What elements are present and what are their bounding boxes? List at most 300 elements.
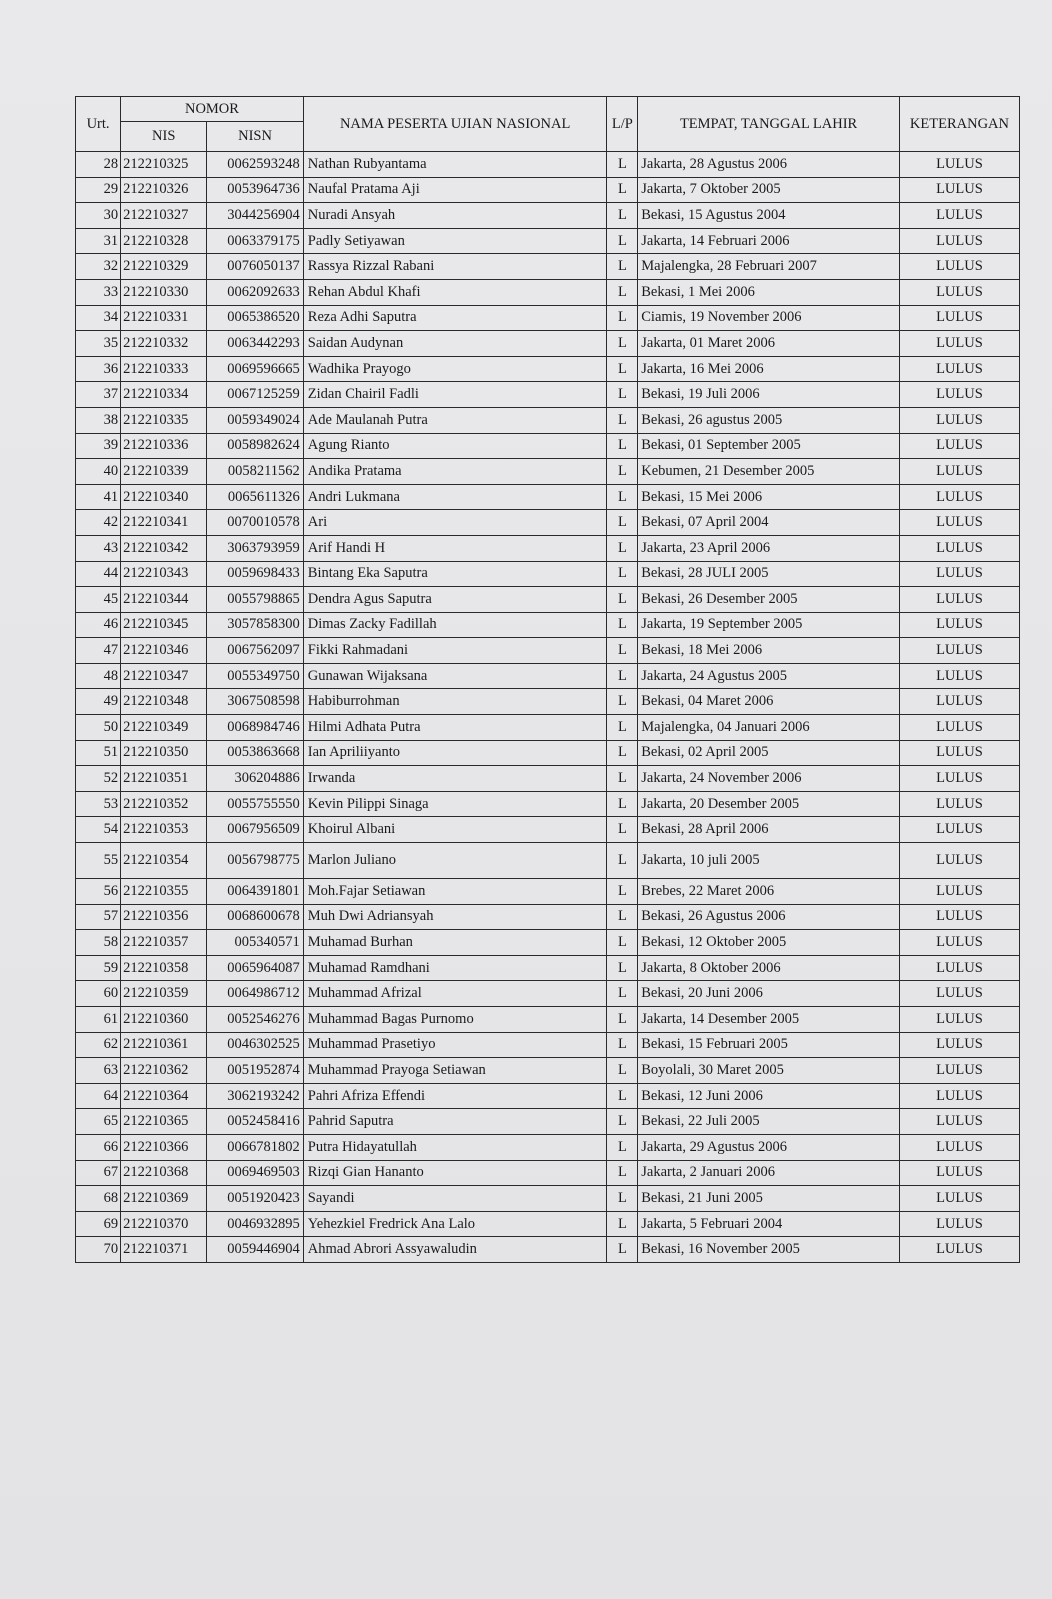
cell-keterangan: LULUS [899,459,1019,485]
cell-nisn: 0052546276 [207,1007,303,1033]
cell-urt: 67 [76,1160,121,1186]
cell-keterangan: LULUS [899,791,1019,817]
cell-nama: Agung Rianto [303,433,607,459]
table-row [76,587,1020,613]
cell-nisn: 0064986712 [207,981,303,1007]
cell-lp: L [607,433,638,459]
cell-nisn: 0058211562 [207,459,303,485]
cell-nisn: 0056798775 [207,843,303,879]
cell-urt: 49 [76,689,121,715]
table-row [76,879,1020,905]
cell-ttl: Bekasi, 15 Februari 2005 [638,1032,900,1058]
cell-nama: Saidan Audynan [303,331,607,357]
cell-nis: 212210345 [121,612,207,638]
cell-nama: Nuradi Ansyah [303,203,607,229]
cell-ttl: Jakarta, 14 Februari 2006 [638,228,900,254]
cell-urt: 44 [76,561,121,587]
cell-nisn: 3063793959 [207,535,303,561]
cell-lp: L [607,510,638,536]
cell-nama: Muhamad Ramdhani [303,955,607,981]
cell-nisn: 0065964087 [207,955,303,981]
cell-ttl: Jakarta, 14 Desember 2005 [638,1007,900,1033]
cell-ttl: Bekasi, 22 Juli 2005 [638,1109,900,1135]
table-row [76,279,1020,305]
cell-lp: L [607,484,638,510]
cell-nisn: 0065611326 [207,484,303,510]
cell-urt: 40 [76,459,121,485]
cell-lp: L [607,638,638,664]
cell-nis: 212210356 [121,904,207,930]
cell-nis: 212210332 [121,331,207,357]
cell-lp: L [607,331,638,357]
cell-lp: L [607,981,638,1007]
cell-lp: L [607,689,638,715]
cell-keterangan: LULUS [899,254,1019,280]
cell-ttl: Bekasi, 01 September 2005 [638,433,900,459]
cell-urt: 43 [76,535,121,561]
cell-nis: 212210352 [121,791,207,817]
cell-ttl: Jakarta, 24 November 2006 [638,766,900,792]
cell-nis: 212210330 [121,279,207,305]
cell-nama: Muhammad Prayoga Setiawan [303,1058,607,1084]
cell-ttl: Bekasi, 19 Juli 2006 [638,382,900,408]
cell-nis: 212210348 [121,689,207,715]
cell-nama: Irwanda [303,766,607,792]
cell-urt: 70 [76,1237,121,1263]
cell-urt: 69 [76,1211,121,1237]
cell-nisn: 0053964736 [207,177,303,203]
cell-ttl: Bekasi, 15 Agustus 2004 [638,203,900,229]
table-row [76,1237,1020,1263]
table-row [76,930,1020,956]
cell-nisn: 0067562097 [207,638,303,664]
cell-keterangan: LULUS [899,1211,1019,1237]
cell-nis: 212210350 [121,740,207,766]
table-row [76,331,1020,357]
table-row [76,203,1020,229]
cell-nisn: 0067956509 [207,817,303,843]
cell-nisn: 0076050137 [207,254,303,280]
cell-nis: 212210365 [121,1109,207,1135]
cell-urt: 41 [76,484,121,510]
cell-keterangan: LULUS [899,331,1019,357]
cell-nis: 212210327 [121,203,207,229]
cell-nisn: 0066781802 [207,1134,303,1160]
cell-ttl: Jakarta, 20 Desember 2005 [638,791,900,817]
cell-nis: 212210353 [121,817,207,843]
cell-nisn: 0065386520 [207,305,303,331]
cell-urt: 50 [76,715,121,741]
table-row [76,152,1020,178]
table-row [76,356,1020,382]
cell-nis: 212210341 [121,510,207,536]
cell-nama: Pahri Afriza Effendi [303,1083,607,1109]
table-row [76,612,1020,638]
cell-nama: Kevin Pilippi Sinaga [303,791,607,817]
cell-ttl: Bekasi, 12 Juni 2006 [638,1083,900,1109]
cell-keterangan: LULUS [899,930,1019,956]
cell-urt: 51 [76,740,121,766]
cell-nisn: 0052458416 [207,1109,303,1135]
cell-keterangan: LULUS [899,715,1019,741]
cell-urt: 57 [76,904,121,930]
cell-ttl: Bekasi, 21 Juni 2005 [638,1186,900,1212]
table-row [76,1109,1020,1135]
cell-keterangan: LULUS [899,510,1019,536]
cell-urt: 29 [76,177,121,203]
cell-keterangan: LULUS [899,228,1019,254]
cell-urt: 60 [76,981,121,1007]
table-row [76,228,1020,254]
cell-nisn: 0063442293 [207,331,303,357]
table-row [76,791,1020,817]
cell-nama: Andika Pratama [303,459,607,485]
table-row [76,766,1020,792]
table-row [76,689,1020,715]
cell-keterangan: LULUS [899,1134,1019,1160]
table-row [76,459,1020,485]
cell-nisn: 0059698433 [207,561,303,587]
cell-keterangan: LULUS [899,663,1019,689]
cell-nisn: 3062193242 [207,1083,303,1109]
cell-keterangan: LULUS [899,356,1019,382]
cell-nisn: 3057858300 [207,612,303,638]
cell-lp: L [607,356,638,382]
cell-urt: 47 [76,638,121,664]
cell-ttl: Bekasi, 18 Mei 2006 [638,638,900,664]
cell-nis: 212210370 [121,1211,207,1237]
cell-nama: Bintang Eka Saputra [303,561,607,587]
cell-nisn: 0062092633 [207,279,303,305]
cell-urt: 31 [76,228,121,254]
cell-lp: L [607,1109,638,1135]
cell-lp: L [607,382,638,408]
header-nomor: NOMOR [121,97,304,122]
cell-nisn: 0059446904 [207,1237,303,1263]
table-row [76,382,1020,408]
cell-ttl: Jakarta, 19 September 2005 [638,612,900,638]
cell-keterangan: LULUS [899,1186,1019,1212]
table-row [76,433,1020,459]
cell-nis: 212210368 [121,1160,207,1186]
cell-urt: 59 [76,955,121,981]
cell-ttl: Jakarta, 16 Mei 2006 [638,356,900,382]
cell-lp: L [607,228,638,254]
cell-nis: 212210326 [121,177,207,203]
cell-nis: 212210361 [121,1032,207,1058]
cell-lp: L [607,1237,638,1263]
cell-keterangan: LULUS [899,382,1019,408]
table-header [76,97,1020,152]
cell-nis: 212210369 [121,1186,207,1212]
cell-nama: Muhammad Prasetiyo [303,1032,607,1058]
cell-keterangan: LULUS [899,689,1019,715]
table-row [76,843,1020,879]
cell-nama: Pahrid Saputra [303,1109,607,1135]
cell-keterangan: LULUS [899,766,1019,792]
cell-lp: L [607,254,638,280]
table-row [76,407,1020,433]
cell-nama: Naufal Pratama Aji [303,177,607,203]
cell-nisn: 0046932895 [207,1211,303,1237]
table-row [76,510,1020,536]
cell-nama: Moh.Fajar Setiawan [303,879,607,905]
cell-lp: L [607,1160,638,1186]
table-row [76,1083,1020,1109]
cell-keterangan: LULUS [899,740,1019,766]
cell-nama: Gunawan Wijaksana [303,663,607,689]
cell-keterangan: LULUS [899,817,1019,843]
cell-keterangan: LULUS [899,612,1019,638]
cell-keterangan: LULUS [899,1109,1019,1135]
table-row [76,740,1020,766]
cell-nisn: 0062593248 [207,152,303,178]
cell-ttl: Bekasi, 26 agustus 2005 [638,407,900,433]
cell-ttl: Bekasi, 26 Desember 2005 [638,587,900,613]
cell-ttl: Bekasi, 16 November 2005 [638,1237,900,1263]
cell-lp: L [607,1058,638,1084]
cell-nis: 212210364 [121,1083,207,1109]
cell-nis: 212210360 [121,1007,207,1033]
table-row [76,1186,1020,1212]
cell-nisn: 0059349024 [207,407,303,433]
cell-nis: 212210347 [121,663,207,689]
cell-urt: 35 [76,331,121,357]
cell-nama: Putra Hidayatullah [303,1134,607,1160]
cell-nis: 212210325 [121,152,207,178]
cell-lp: L [607,407,638,433]
table-row [76,484,1020,510]
cell-lp: L [607,459,638,485]
cell-lp: L [607,1007,638,1033]
cell-ttl: Jakarta, 5 Februari 2004 [638,1211,900,1237]
cell-urt: 56 [76,879,121,905]
cell-lp: L [607,715,638,741]
table-row [76,561,1020,587]
cell-nisn: 0046302525 [207,1032,303,1058]
cell-urt: 30 [76,203,121,229]
cell-nama: Hilmi Adhata Putra [303,715,607,741]
cell-lp: L [607,1134,638,1160]
cell-nis: 212210346 [121,638,207,664]
cell-urt: 46 [76,612,121,638]
cell-nama: Padly Setiyawan [303,228,607,254]
cell-nisn: 0055755550 [207,791,303,817]
cell-keterangan: LULUS [899,1237,1019,1263]
cell-urt: 42 [76,510,121,536]
cell-nisn: 0055349750 [207,663,303,689]
cell-keterangan: LULUS [899,433,1019,459]
cell-nisn: 0055798865 [207,587,303,613]
table-row [76,955,1020,981]
cell-ttl: Majalengka, 04 Januari 2006 [638,715,900,741]
cell-keterangan: LULUS [899,843,1019,879]
cell-lp: L [607,930,638,956]
cell-keterangan: LULUS [899,535,1019,561]
cell-ttl: Boyolali, 30 Maret 2005 [638,1058,900,1084]
cell-urt: 62 [76,1032,121,1058]
cell-keterangan: LULUS [899,152,1019,178]
cell-nama: Marlon Juliano [303,843,607,879]
cell-nis: 212210351 [121,766,207,792]
table-row [76,177,1020,203]
cell-nama: Rizqi Gian Hananto [303,1160,607,1186]
cell-nis: 212210331 [121,305,207,331]
cell-ttl: Jakarta, 29 Agustus 2006 [638,1134,900,1160]
cell-lp: L [607,955,638,981]
cell-ttl: Jakarta, 8 Oktober 2006 [638,955,900,981]
cell-nama: Rassya Rizzal Rabani [303,254,607,280]
cell-urt: 48 [76,663,121,689]
table-row [76,981,1020,1007]
cell-keterangan: LULUS [899,879,1019,905]
cell-keterangan: LULUS [899,1007,1019,1033]
table-row [76,1032,1020,1058]
cell-urt: 53 [76,791,121,817]
cell-urt: 55 [76,843,121,879]
cell-nisn: 3044256904 [207,203,303,229]
cell-ttl: Jakarta, 23 April 2006 [638,535,900,561]
cell-ttl: Bekasi, 20 Juni 2006 [638,981,900,1007]
cell-nisn: 0069596665 [207,356,303,382]
cell-nis: 212210339 [121,459,207,485]
cell-nisn: 3067508598 [207,689,303,715]
cell-ttl: Brebes, 22 Maret 2006 [638,879,900,905]
cell-nisn: 0068600678 [207,904,303,930]
cell-urt: 54 [76,817,121,843]
cell-urt: 39 [76,433,121,459]
cell-nama: Arif Handi H [303,535,607,561]
table-row [76,1211,1020,1237]
cell-urt: 63 [76,1058,121,1084]
cell-nis: 212210371 [121,1237,207,1263]
cell-ttl: Bekasi, 15 Mei 2006 [638,484,900,510]
cell-nama: Rehan Abdul Khafi [303,279,607,305]
table-row [76,817,1020,843]
cell-urt: 38 [76,407,121,433]
cell-nama: Wadhika Prayogo [303,356,607,382]
table-row [76,1160,1020,1186]
header-lp: L/P [607,97,638,152]
cell-nama: Muhammad Afrizal [303,981,607,1007]
cell-nis: 212210349 [121,715,207,741]
exam-result-table [75,96,1020,1263]
cell-ttl: Jakarta, 24 Agustus 2005 [638,663,900,689]
cell-keterangan: LULUS [899,981,1019,1007]
cell-nama: Sayandi [303,1186,607,1212]
cell-lp: L [607,587,638,613]
cell-nama: Ari [303,510,607,536]
cell-nis: 212210359 [121,981,207,1007]
cell-nama: Khoirul Albani [303,817,607,843]
cell-ttl: Jakarta, 10 juli 2005 [638,843,900,879]
cell-nis: 212210329 [121,254,207,280]
cell-urt: 34 [76,305,121,331]
cell-lp: L [607,904,638,930]
cell-nisn: 0058982624 [207,433,303,459]
cell-ttl: Jakarta, 28 Agustus 2006 [638,152,900,178]
cell-nama: Habiburrohman [303,689,607,715]
cell-urt: 32 [76,254,121,280]
cell-urt: 65 [76,1109,121,1135]
table-row [76,904,1020,930]
cell-lp: L [607,535,638,561]
cell-ttl: Jakarta, 01 Maret 2006 [638,331,900,357]
cell-keterangan: LULUS [899,955,1019,981]
cell-ttl: Bekasi, 28 JULI 2005 [638,561,900,587]
cell-nisn: 0069469503 [207,1160,303,1186]
cell-lp: L [607,740,638,766]
cell-ttl: Bekasi, 26 Agustus 2006 [638,904,900,930]
cell-ttl: Ciamis, 19 November 2006 [638,305,900,331]
cell-keterangan: LULUS [899,1083,1019,1109]
cell-nama: Muhammad Bagas Purnomo [303,1007,607,1033]
cell-keterangan: LULUS [899,587,1019,613]
cell-nis: 212210355 [121,879,207,905]
cell-nisn: 005340571 [207,930,303,956]
cell-lp: L [607,612,638,638]
cell-keterangan: LULUS [899,561,1019,587]
table-body [76,152,1020,1263]
cell-nis: 212210358 [121,955,207,981]
cell-urt: 52 [76,766,121,792]
table-row [76,535,1020,561]
table-row [76,305,1020,331]
cell-keterangan: LULUS [899,904,1019,930]
cell-nama: Muh Dwi Adriansyah [303,904,607,930]
cell-nama: Reza Adhi Saputra [303,305,607,331]
cell-ttl: Jakarta, 7 Oktober 2005 [638,177,900,203]
cell-urt: 45 [76,587,121,613]
table-row [76,638,1020,664]
table-row [76,1058,1020,1084]
cell-nisn: 0051952874 [207,1058,303,1084]
cell-nisn: 0063379175 [207,228,303,254]
cell-nis: 212210328 [121,228,207,254]
cell-nama: Dimas Zacky Fadillah [303,612,607,638]
cell-urt: 36 [76,356,121,382]
header-nisn: NISN [207,122,303,152]
cell-lp: L [607,843,638,879]
cell-lp: L [607,561,638,587]
cell-nama: Ian Apriliiyanto [303,740,607,766]
cell-nisn: 0064391801 [207,879,303,905]
cell-nis: 212210333 [121,356,207,382]
cell-lp: L [607,305,638,331]
cell-lp: L [607,1032,638,1058]
header-keterangan: KETERANGAN [899,97,1019,152]
cell-nis: 212210354 [121,843,207,879]
cell-lp: L [607,152,638,178]
cell-ttl: Bekasi, 28 April 2006 [638,817,900,843]
table-row [76,663,1020,689]
cell-nis: 212210366 [121,1134,207,1160]
cell-urt: 64 [76,1083,121,1109]
cell-ttl: Bekasi, 04 Maret 2006 [638,689,900,715]
header-urt: Urt. [76,97,121,152]
cell-nisn: 0053863668 [207,740,303,766]
cell-ttl: Majalengka, 28 Februari 2007 [638,254,900,280]
cell-urt: 61 [76,1007,121,1033]
cell-lp: L [607,663,638,689]
cell-lp: L [607,1083,638,1109]
cell-urt: 33 [76,279,121,305]
cell-lp: L [607,766,638,792]
cell-lp: L [607,279,638,305]
cell-nisn: 0070010578 [207,510,303,536]
cell-keterangan: LULUS [899,1160,1019,1186]
cell-lp: L [607,879,638,905]
